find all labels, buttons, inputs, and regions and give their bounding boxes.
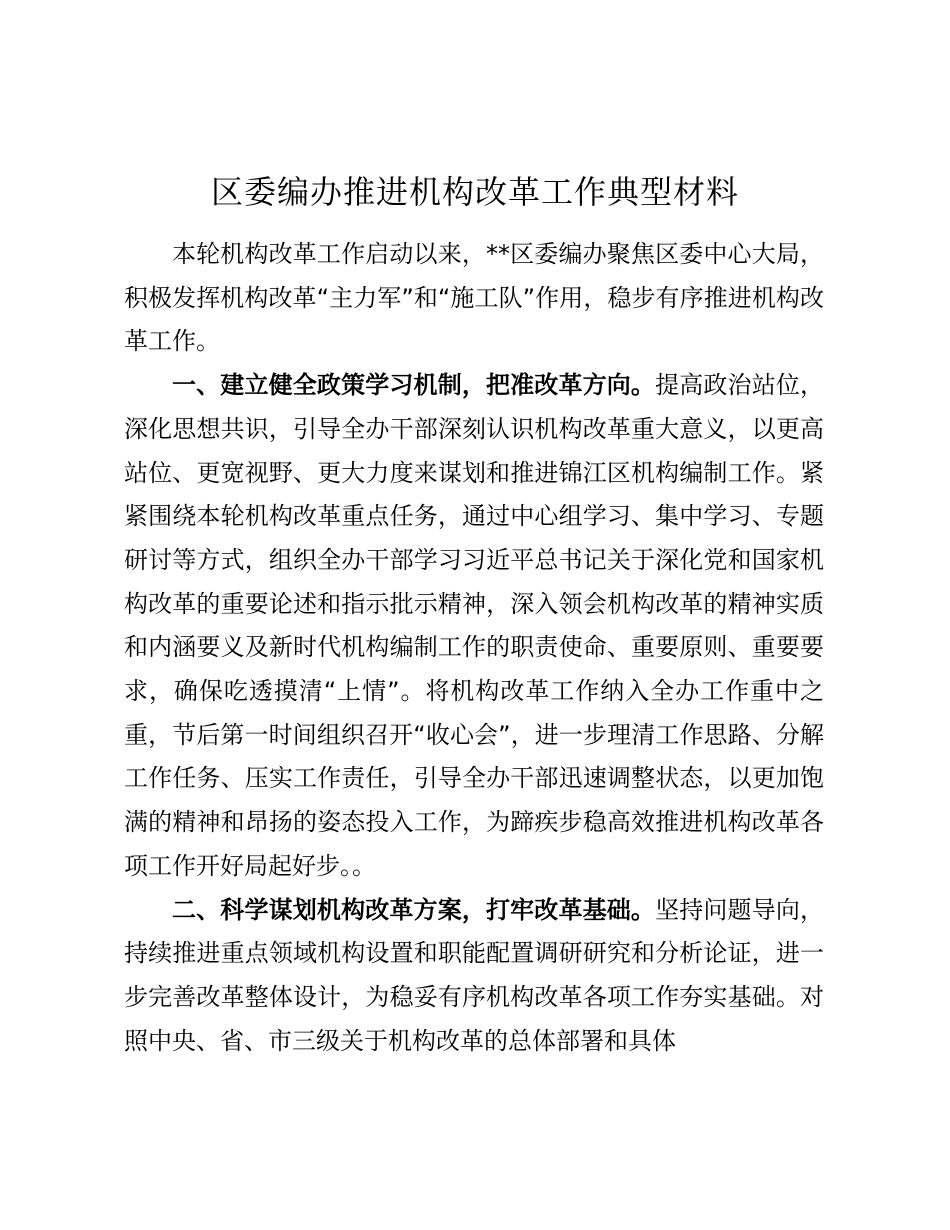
section-one-heading: 一、建立健全政策学习机制，把准改革方向。 (172, 371, 656, 400)
paragraph-section-two (124, 889, 824, 1064)
paragraph-intro (124, 233, 824, 364)
document-title: 区委编办推进机构改革工作典型材料 (210, 173, 739, 211)
section-one-text: 提高政治站位，深化思想共识，引导全办干部深刻认识机构改革重大意义，以更高站位、更宽视野、更大力度来谋划和推进锦江区机构编制工作。紧紧围绕本轮机构改革重点任务，通过中心组学习、集中学习、专题研讨等方式，组织全办干部学习习近平总书记关于深化党和国家机构改革的重要论述和指示批示精神，深入领会机构改革的精神实质和内涵要义及新时代机构编制工作的职责使命、重要原则、重要要求，确保吃透摸清“上情”。将机构改革工作纳入全办工作重中之重，节后第一时间组织召开“收心会”，进一步理清工作思路、分解工作任务、压实工作责任，引导全办干部迅速调整状态，以更加饱满的精神和昂扬的姿态投入工作，为蹄疾步稳高效推进机构改革各项工作开好局起好步。。 (124, 371, 825, 880)
document-body (124, 233, 824, 1063)
section-two-heading: 二、科学谋划机构改革方案，打牢改革基础。 (172, 895, 656, 924)
section-two-text: 坚持问题导向，持续推进重点领域机构设置和职能配置调研研究和分析论证，进一步完善改革整体设计，为稳妥有序机构改革各项工作夯实基础。对照中央、省、市三级关于机构改革的总体部署和具体 (124, 895, 825, 1055)
paragraph-section-one (124, 364, 824, 888)
paragraph-intro-text: 本轮机构改革工作启动以来，**区委编办聚焦区委中心大局，积极发挥机构改革“主力军”和“施工队”作用，稳步有序推进机构改革工作。 (124, 240, 824, 356)
